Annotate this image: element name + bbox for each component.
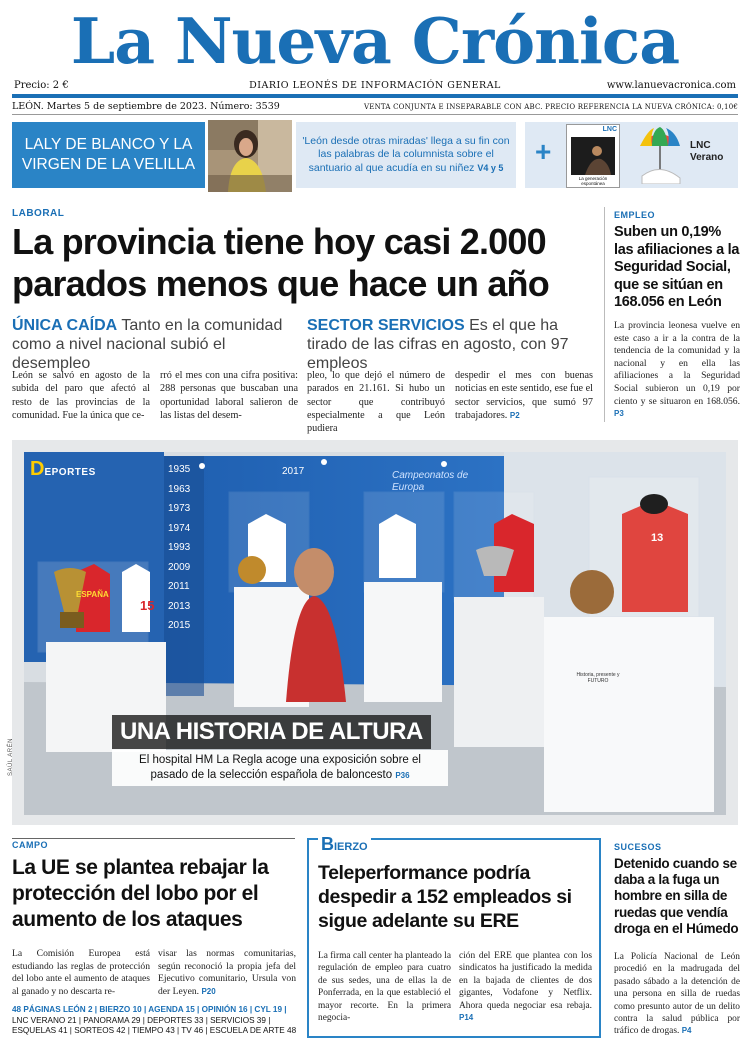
lead-col4-ref: P2 [509, 410, 520, 420]
deportes-initial: D [30, 458, 45, 480]
book-cover-art [571, 137, 615, 175]
empleo-body-text: La provincia leonesa vuelve en este caso a ir a la contra de la tendencia de la comunidad y la nacional y en ella las afiliaciones a la Seguridad Social subieron un 0,19 por ciento y se situaron en 168.056. [614, 320, 740, 407]
empleo-headline[interactable]: Suben un 0,19% las afiliaciones a la Seguridad Social, que se sitúan en 168.056 en León [614, 224, 740, 310]
page-index [12, 1005, 297, 1037]
bierzo-rest: IERZO [334, 841, 368, 853]
photo-caption-text: El hospital HM La Regla acoge una exposición sobre el pasado de la selección española de baloncesto [139, 754, 421, 781]
lead-col4-text: despedir el mes con buenas noticias en este sentido, ese fue el sector servicios, que sumó 97 trabajadores. [455, 370, 593, 421]
plus-icon: + [535, 136, 552, 167]
campo-rule [12, 838, 295, 839]
website-link[interactable]: www.lanuevacronica.com [606, 80, 736, 91]
tagline: DIARIO LEONÉS DE INFORMACIÓN GENERAL [249, 80, 501, 91]
sucesos-ref: P4 [681, 1026, 692, 1036]
empleo-body [614, 320, 740, 421]
sucesos-headline[interactable]: Detenido cuando se daba a la fuga un hombre en silla de ruedas que vendía droga en el Húmedo [614, 856, 739, 936]
year-label: 1973 [168, 503, 191, 514]
verano-label [690, 140, 723, 164]
page-index-line2: LNC VERANO 21 | PANORAMA 29 | DEPORTES 33 | SERVICIOS 39 | [12, 1015, 271, 1025]
year-label: 2011 [168, 581, 190, 592]
page-index-line3: ESQUELAS 41 | SORTEOS 42 | TIEMPO 43 | TV 46 | ESCUELA DE ARTE 48 [12, 1026, 297, 1036]
photo-caption-ref: P36 [395, 770, 410, 780]
masthead-title: La Nueva Crónica [70, 4, 680, 78]
lead-col1: León se salvó en agosto de la subida del paro que afectó al resto de las provincias de la comunidad. Fue la única que ce- [12, 370, 150, 421]
sucesos-body-text: La Policía Nacional de León procedió en la madrugada del pasado sábado a la detención de una persona en silla de ruedas como presunto autor de un delito contra la salud pública por tráfico de drogas. [614, 952, 740, 1037]
jersey-num-left: 15 [140, 598, 155, 613]
deportes-rest: EPORTES [44, 467, 96, 478]
bierzo-initial: B [321, 834, 334, 854]
jersey-left-text: ESPAÑA [76, 590, 109, 599]
book-cover [566, 124, 620, 188]
bierzo-headline[interactable]: Teleperformance podría despedir a 152 empleados si sigue adelante su ERE [318, 862, 572, 932]
bierzo-col2 [459, 950, 592, 1024]
page-index-line1: 48 PÁGINAS LEÓN 2 | BIERZO 10 | AGENDA 15 | OPINIÓN 16 | CYL 19 | [12, 1005, 287, 1014]
jersey-num-right: 13 [651, 532, 664, 544]
lead-col4 [455, 369, 593, 422]
lead-sub1-text: Tanto en la comunidad como a nivel nacional subió el desempleo [12, 317, 283, 372]
bierzo-col2-text: ción del ERE que plantea con los sindicatos ha justificado la medida en la bajada de clientes de dos gigantes, Vodafone y Netflix. Ahora queda negociar esa rebaja. [459, 951, 592, 1011]
wall-year-2017: 2017 [282, 466, 305, 477]
year-label: 1974 [168, 522, 191, 534]
lead-sub2-kicker: SECTOR SERVICIOS [307, 317, 465, 334]
year-label: 2009 [168, 561, 191, 573]
year-label: 1963 [168, 483, 191, 495]
empleo-section: EMPLEO [614, 210, 656, 220]
verano-label-line2: Verano [690, 152, 724, 163]
photo-caption [112, 750, 448, 786]
umbrella-icon [636, 126, 684, 184]
dateline-rule [12, 114, 738, 115]
photo-credit: SAÚL ARÉN [8, 738, 14, 776]
promo-left-box[interactable] [12, 122, 205, 188]
book-cover-brand: LNC [602, 126, 617, 133]
lead-divider [604, 207, 605, 422]
lead-sub1 [12, 316, 302, 373]
campo-col1: La Comisión Europea está estudiando las reglas de protección del lobo ante el aumento de ataques al ganado y no descarta re- [12, 948, 150, 997]
lead-headline[interactable]: La provincia tiene hoy casi 2.000 parados menos que hace un año [12, 221, 549, 304]
campo-col2 [158, 948, 296, 998]
sucesos-body [614, 951, 740, 1038]
campo-col2-ref: P20 [201, 986, 216, 996]
campo-section: CAMPO [12, 840, 48, 850]
lead-section: LABORAL [12, 208, 65, 219]
sucesos-section: SUCESOS [614, 842, 662, 852]
timeline-years [168, 460, 208, 636]
sale-note: VENTA CONJUNTA E INSEPARABLE CON ABC. PRECIO REFERENCIA LA NUEVA CRÓNICA: 0,10€ [364, 103, 738, 111]
lead-sub2 [307, 316, 597, 373]
dateline: LEÓN. Martes 5 de septiembre de 2023. Número: 3539 [12, 101, 280, 112]
price: Precio: 2 € [14, 80, 69, 91]
promo-left-title: LALY DE BLANCO Y LA VIRGEN DE LA VELILLA [21, 136, 196, 173]
book-cover-caption: La generación espontánea [578, 176, 608, 186]
deportes-label [30, 458, 96, 481]
verano-label-line1: LNC [690, 140, 711, 151]
bierzo-label [318, 834, 371, 855]
columnist-photo [208, 120, 292, 192]
campo-headline[interactable]: La UE se plantea rebajar la protección del lobo por el aumento de los ataques [12, 856, 269, 931]
photo-headline[interactable]: UNA HISTORIA DE ALTURA [112, 715, 431, 749]
empleo-ref: P3 [614, 409, 624, 419]
lead-col3: pleo, lo que dejó el número de parados en 21.161. Si hubo un sector que contribuyó especialmente a que León pudiera [307, 370, 445, 435]
year-label: 2015 [168, 620, 191, 631]
bierzo-col1: La firma call center ha planteado la regulación de empleo para cuatro de sus sedes, una de ellas la de Ponferrada, en la que estableció el mayor recorte. En la primera negocia- [318, 951, 451, 1024]
campo-col2-text: visar las normas comunitarias, según reconoció la propia jefa del Ejecutivo comunitario, Ursula von der Leyen. [158, 948, 296, 997]
promo-mid-box[interactable] [296, 122, 516, 188]
lead-sub2-text: Es el que ha tirado de las cifras en agosto, con 97 empleos [307, 317, 569, 372]
lead-col2: rró el mes con una cifra positiva: 288 personas que buscaban una oportunidad laboral salieron de las listas del desem- [160, 370, 298, 421]
masthead-rule [12, 94, 738, 98]
promo-mid-text: 'León desde otras miradas' llega a su fin con las palabras de la columnista sobre el santuario al que acudía en su niñez [302, 134, 510, 174]
bierzo-col2-ref: P14 [459, 1013, 474, 1023]
year-label: 1993 [168, 542, 191, 553]
year-label: 1935 [168, 464, 191, 475]
promo-mid-ref: V4 y 5 [477, 162, 504, 173]
year-label: 2013 [168, 600, 191, 612]
plinth-label: Historia, presente y FUTURO [576, 672, 620, 684]
lead-sub1-kicker: ÚNICA CAÍDA [12, 317, 118, 334]
wall-banner: Campeonatos de Europa [392, 470, 469, 493]
